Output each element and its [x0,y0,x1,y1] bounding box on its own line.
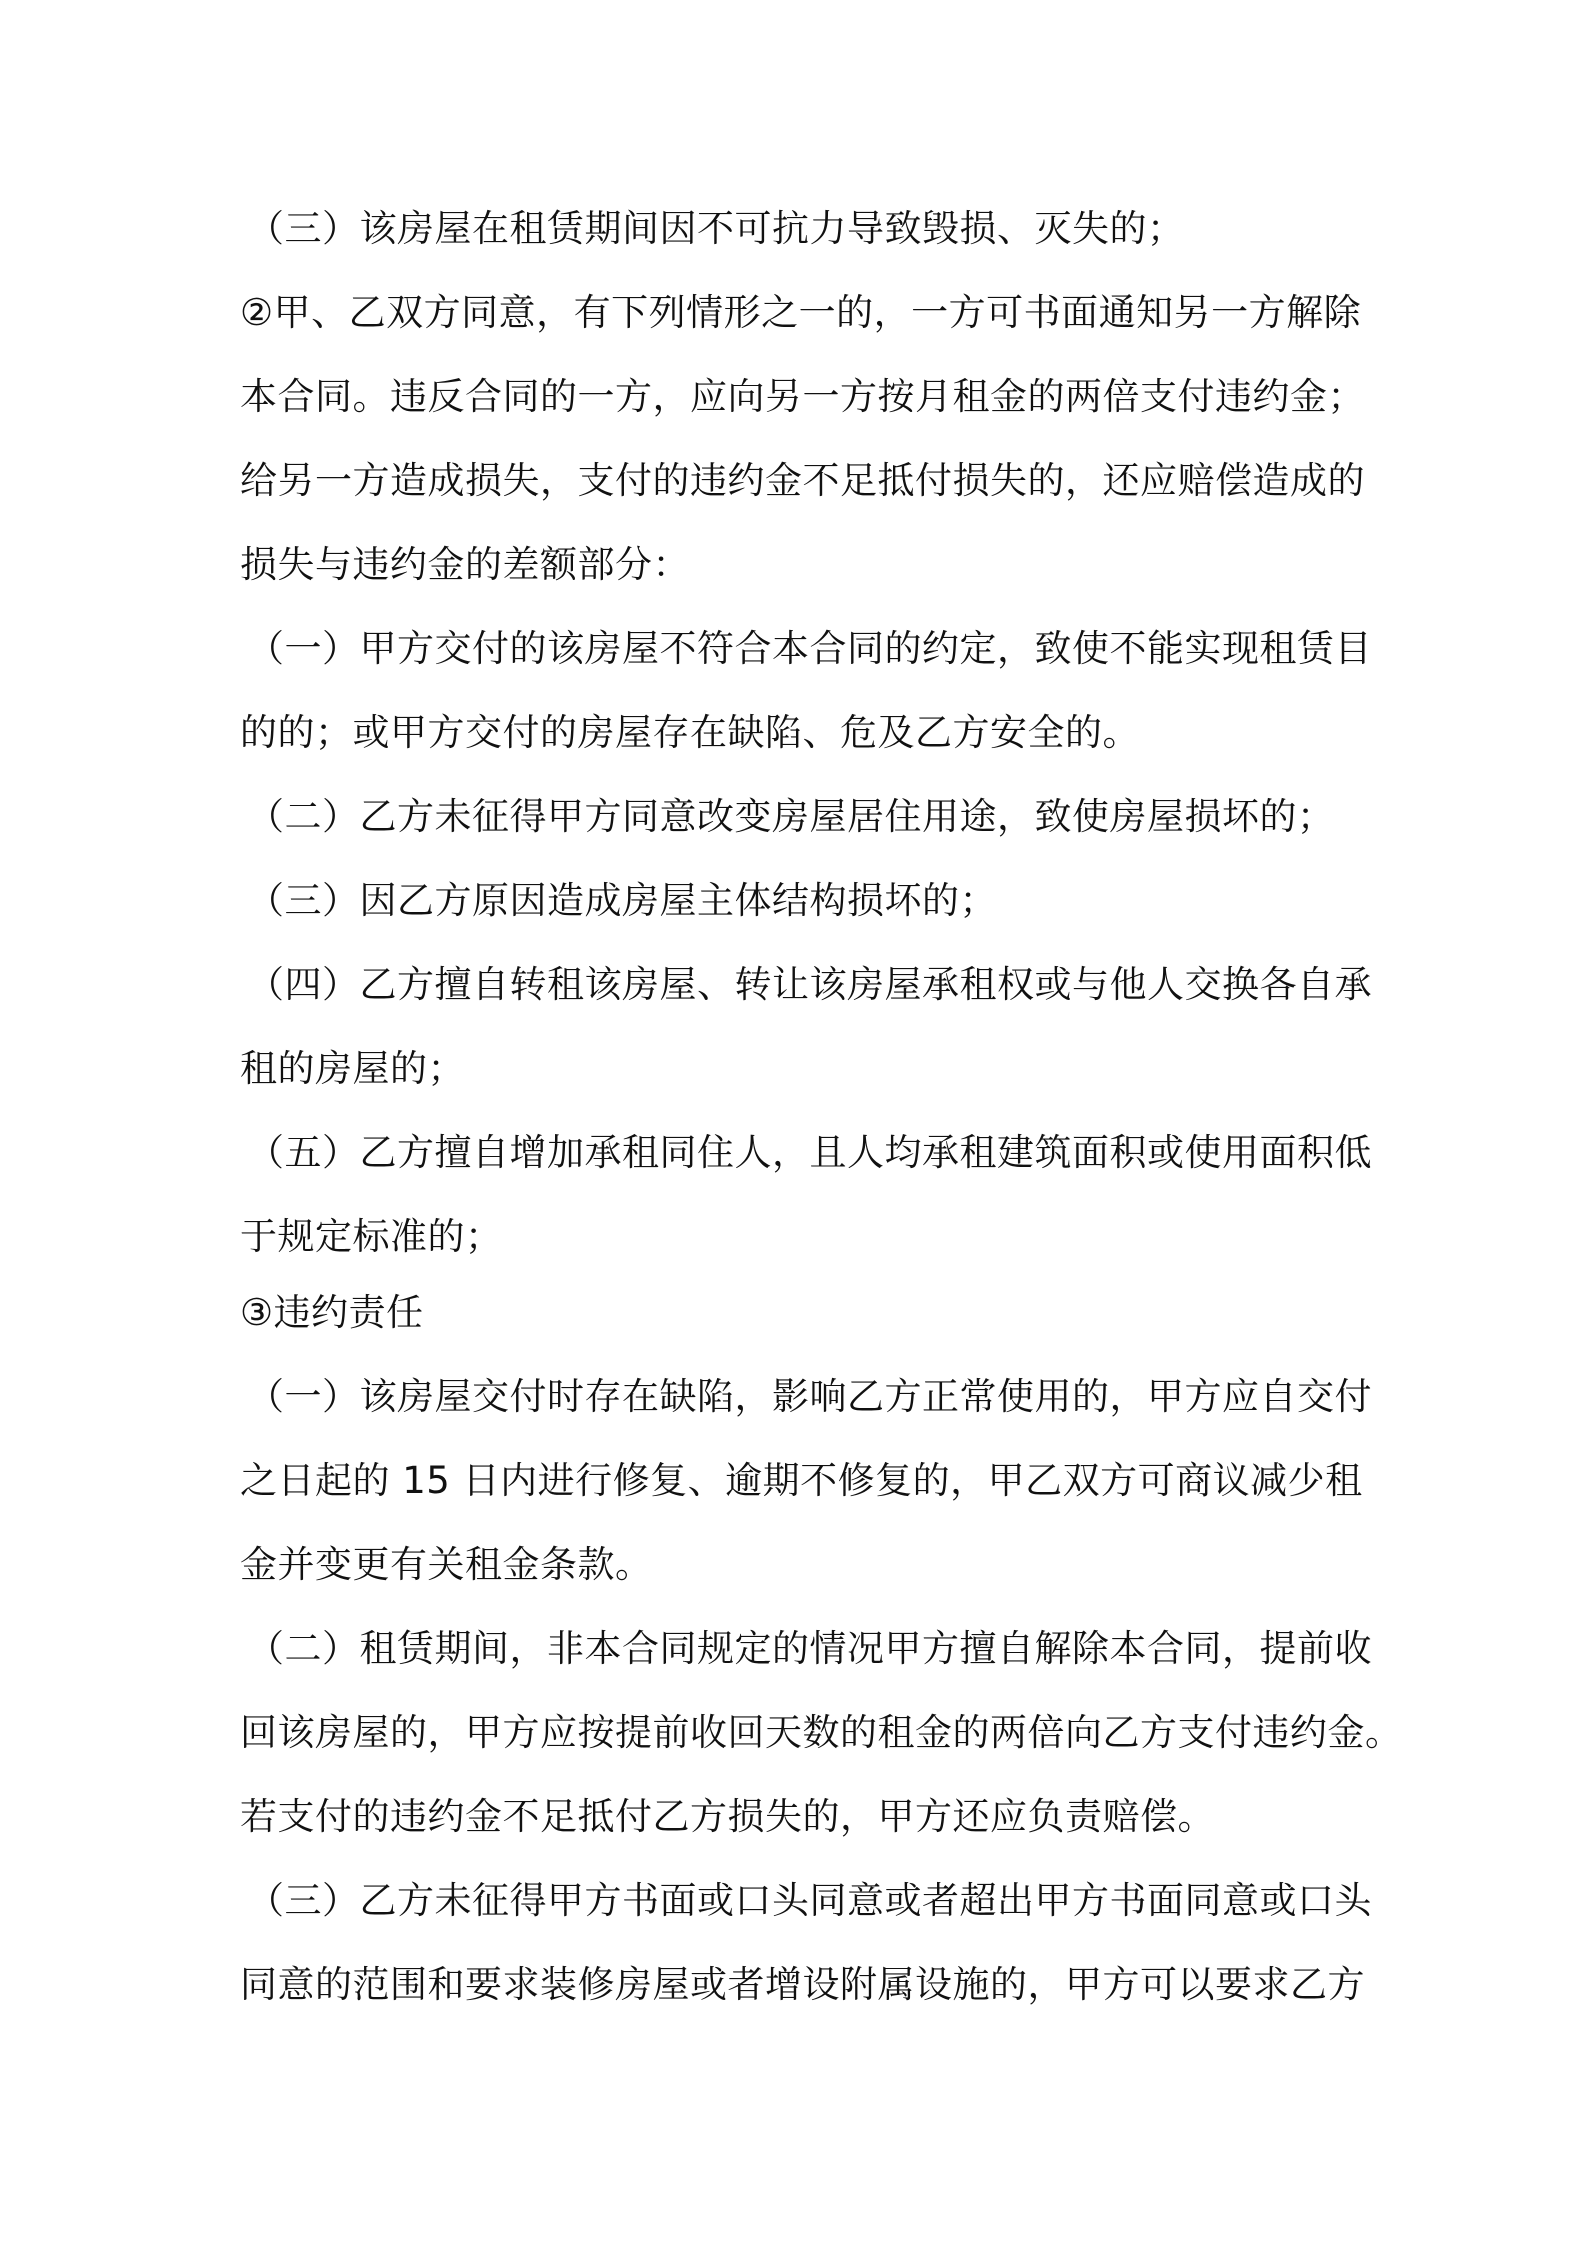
text-line: 金并变更有关租金条款。 [240,1543,653,1586]
text-line: 同意的范围和要求装修房屋或者增设附属设施的，甲方可以要求乙方 [240,1963,1365,2006]
section-3-liability-heading: ③违约责任 [240,1291,424,1334]
text-line: 给另一方造成损失，支付的违约金不足抵付损失的，还应赔偿造成的 [240,459,1365,502]
text-line: 租的房屋的； [240,1047,465,1090]
clause-3-force-majeure: （三）该房屋在租赁期间因不可抗力导致毁损、灭失的； [247,207,1185,250]
text-line: 回该房屋的，甲方应按提前收回天数的租金的两倍向乙方支付违约金。 [240,1711,1403,1754]
clause-4-sublet: （四）乙方擅自转租该房屋、转让该房屋承租权或与他人交换各自承 [247,963,1372,1006]
liability-clause-3: （三）乙方未征得甲方书面或口头同意或者超出甲方书面同意或口头 [247,1879,1372,1922]
clause-3-structure-damage: （三）因乙方原因造成房屋主体结构损坏的； [247,879,997,922]
clause-5-occupants: （五）乙方擅自增加承租同住人，且人均承租建筑面积或使用面积低 [247,1131,1372,1174]
text-line: 于规定标准的； [240,1215,503,1258]
text-line: 损失与违约金的差额部分： [240,543,690,586]
text-line: 之日起的 15 日内进行修复、逾期不修复的，甲乙双方可商议减少租 [240,1459,1363,1502]
liability-clause-2: （二）租赁期间，非本合同规定的情况甲方擅自解除本合同，提前收 [247,1627,1372,1670]
text-line: 的的；或甲方交付的房屋存在缺陷、危及乙方安全的。 [240,711,1140,754]
clause-1-defect: （一）甲方交付的该房屋不符合本合同的约定，致使不能实现租赁目 [247,627,1372,670]
text-line: 若支付的违约金不足抵付乙方损失的，甲方还应负责赔偿。 [240,1795,1215,1838]
text-line: 本合同。违反合同的一方，应向另一方按月租金的两倍支付违约金； [240,375,1365,418]
liability-clause-1: （一）该房屋交付时存在缺陷，影响乙方正常使用的，甲方应自交付 [247,1375,1372,1418]
clause-2-usage-change: （二）乙方未征得甲方同意改变房屋居住用途，致使房屋损坏的； [247,795,1335,838]
section-2-termination-intro: ②甲、乙双方同意，有下列情形之一的，一方可书面通知另一方解除 [240,291,1362,334]
